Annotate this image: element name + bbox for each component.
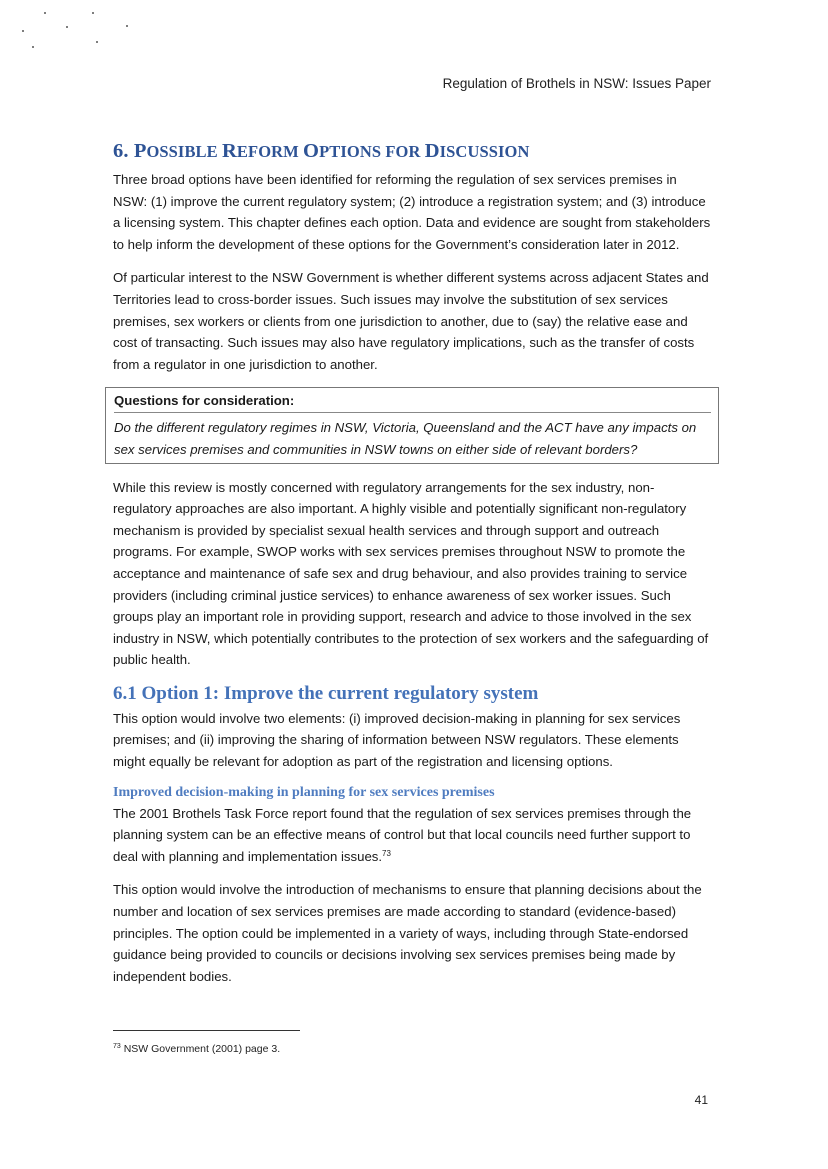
footnote-divider (113, 1030, 300, 1031)
footnote-marker: 73 (113, 1043, 121, 1050)
scan-speck (32, 46, 34, 48)
questions-text: Do the different regulatory regimes in NSW, Victoria, Queensland and the ACT have any impacts on sex services premises and communities in NSW towns on either side of relevant borders? (114, 420, 697, 457)
footnote-text: NSW Government (2001) page 3. (123, 1043, 281, 1055)
scan-speck (92, 12, 94, 14)
section-6-paragraph-3: While this review is mostly concerned with regulatory arrangements for the sex industry, non-regulatory approaches are also important. A highly visible and potentially significant non-regulatory mechanism is provided by specialist sexual health services and through support and outreach programs. For example, SWOP works with sex services premises throughout NSW to promote the acceptance and maintenance of safe sex and drug behaviour, and also provides training to service providers (including criminal justice services) to enhance awareness of sex worker issues. Such groups play an important role in providing support, research and advice to those involved in the sex industry in NSW, which potentially contributes to the protection of sex workers and the safeguarding of public health. (113, 479, 709, 668)
questions-box (105, 387, 719, 463)
section-6-1-paragraph: This option would involve two elements: (i) improved decision-making in planning for sex services premises; and (ii) improving the sharing of information between NSW regulators. These elements might equally be relevant for adoption as part of the registration and licensing options. (113, 710, 681, 770)
running-header: Regulation of Brothels in NSW: Issues Paper (442, 76, 711, 91)
scan-speck (96, 41, 98, 43)
scan-speck (66, 26, 68, 28)
section-6-paragraph-1: Three broad options have been identified for reforming the regulation of sex services premises in NSW: (1) improve the current regulatory system; (2) introduce a registration system; and (3) introduce a licensing system. This chapter defines each option. Data and evidence are sought from stakeholders to help inform the development of these options for the Government’s consideration later in 2012. (113, 172, 711, 252)
heading-number: 6. (113, 140, 129, 162)
page-content (113, 140, 711, 999)
footnote (113, 1043, 280, 1055)
scan-speck (126, 25, 128, 27)
section-6-heading: 6. POSSIBLE REFORM OPTIONS FOR DISCUSSION (113, 140, 530, 162)
section-6-paragraph-2: Of particular interest to the NSW Government is whether different systems across adjacent States and Territories lead to cross-border issues. Such issues may involve the substitution of sex services premises, sex workers or clients from one jurisdiction to another, due to (say) the relative ease and cost of transacting. Such issues may also have regulatory implications, such as the transfer of costs from a regulator in one jurisdiction to another. (113, 270, 709, 372)
scan-speck (44, 12, 46, 14)
scan-speck (22, 30, 24, 32)
footnote-reference: 73 (382, 848, 391, 858)
planning-paragraph-1: The 2001 Brothels Task Force report found that the regulation of sex services premises through the planning system can be an effective means of control but that local councils need further support to deal with planning and implementation issues.$^{73}$ (113, 805, 692, 864)
page-number: 41 (694, 1093, 708, 1107)
planning-paragraph-2: This option would involve the introduction of mechanisms to ensure that planning decisions about the number and location of sex services premises are made according to standard (evidence-based) principles. The option could be implemented in a variety of ways, including through State-endorsed guidance being provided to councils or decisions involving sex services premises being made by independent bodies. (113, 882, 702, 984)
questions-heading: Questions for consideration: (114, 390, 711, 413)
planning-subheading: Improved decision-making in planning for sex services premises (113, 784, 495, 800)
section-6-1-heading: 6.1 Option 1: Improve the current regulatory system (113, 682, 539, 704)
